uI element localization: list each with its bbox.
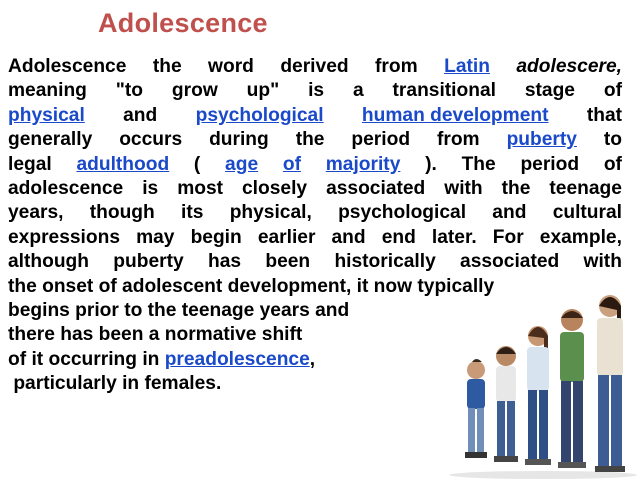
word: the	[501, 178, 531, 200]
text-line	[8, 79, 622, 103]
word: the	[152, 56, 182, 77]
word: occurs	[119, 129, 183, 151]
word: although	[8, 251, 89, 273]
text-line: particularly in females.	[8, 373, 222, 395]
word: period	[520, 153, 580, 175]
word: most	[177, 178, 224, 200]
word: has	[207, 251, 242, 273]
word: up"	[246, 80, 280, 102]
word: is	[308, 80, 325, 102]
word: transitional	[392, 80, 496, 102]
word: and	[123, 104, 158, 126]
word: of	[603, 80, 622, 102]
word: generally	[8, 129, 93, 151]
word: its	[181, 202, 204, 224]
child-figure	[465, 359, 487, 458]
word: from	[375, 56, 418, 77]
wiki-link[interactable]: majority	[325, 153, 401, 175]
word: The	[461, 153, 496, 175]
word: teenage	[549, 178, 622, 200]
word: adolescere,	[516, 56, 622, 77]
text-segment: ,	[309, 348, 316, 370]
word: later.	[431, 226, 477, 248]
word: of	[603, 153, 622, 175]
word: period	[351, 129, 411, 151]
wiki-link[interactable]: adulthood	[76, 153, 170, 175]
word: historically	[334, 251, 436, 273]
word: word	[208, 56, 254, 77]
word: associated	[326, 178, 426, 200]
text-line: there has been a normative shift	[8, 324, 303, 346]
text-line	[8, 128, 622, 152]
wiki-link[interactable]: of	[282, 153, 301, 175]
word: end	[381, 226, 416, 248]
text-segment: of it occurring in	[8, 348, 165, 370]
word: "to	[115, 80, 144, 102]
text-line	[8, 201, 622, 225]
word: begin	[190, 226, 242, 248]
text-line	[8, 153, 622, 177]
word: example,	[539, 226, 622, 248]
word: earlier	[257, 226, 316, 248]
wiki-link[interactable]: preadolescence	[164, 348, 310, 370]
word: meaning	[8, 80, 87, 102]
text-line	[8, 226, 622, 250]
word: adolescence	[8, 178, 124, 200]
word: though	[89, 202, 155, 224]
word: stage	[524, 80, 575, 102]
word: (	[193, 153, 201, 175]
word: a	[352, 80, 364, 102]
word: and	[331, 226, 366, 248]
word: associated	[460, 251, 560, 273]
child-figure	[558, 309, 586, 468]
text-line	[8, 177, 622, 201]
word: and	[492, 202, 527, 224]
word: the	[295, 129, 325, 151]
child-figure	[595, 295, 625, 472]
text-line	[8, 104, 622, 128]
word: been	[265, 251, 311, 273]
text-line	[8, 55, 622, 79]
word: cultural	[552, 202, 622, 224]
word: to	[603, 129, 622, 151]
children-lineup-image	[448, 292, 638, 479]
wiki-link[interactable]: age	[225, 153, 259, 175]
word: with	[583, 251, 622, 273]
wiki-link[interactable]: Latin	[444, 56, 490, 77]
child-figure	[494, 346, 518, 462]
word: expressions	[8, 226, 120, 248]
wiki-link[interactable]: human development	[361, 104, 549, 126]
word: ).	[425, 153, 437, 175]
word: during	[209, 129, 269, 151]
word: grow	[171, 80, 218, 102]
word: may	[136, 226, 175, 248]
word: puberty	[113, 251, 184, 273]
wiki-link[interactable]: psychological	[195, 104, 324, 126]
word: psychological	[338, 202, 467, 224]
word: from	[436, 129, 480, 151]
child-figure	[525, 326, 551, 465]
text-line: begins prior to the teenage years and	[8, 300, 350, 322]
word: legal	[8, 153, 52, 175]
word: physical,	[229, 202, 312, 224]
word: derived	[280, 56, 349, 77]
word: that	[586, 104, 622, 126]
word: Adolescence	[8, 56, 127, 77]
word: years,	[8, 202, 64, 224]
wiki-link[interactable]: puberty	[506, 129, 577, 151]
slide-title: Adolescence	[98, 8, 268, 38]
word: For	[492, 226, 524, 248]
wiki-link[interactable]: physical	[8, 104, 85, 126]
text-line: the onset of adolescent development, it now typically	[8, 275, 495, 297]
word: closely	[242, 178, 308, 200]
word: with	[444, 178, 483, 200]
text-line	[8, 250, 622, 274]
word: is	[142, 178, 159, 200]
